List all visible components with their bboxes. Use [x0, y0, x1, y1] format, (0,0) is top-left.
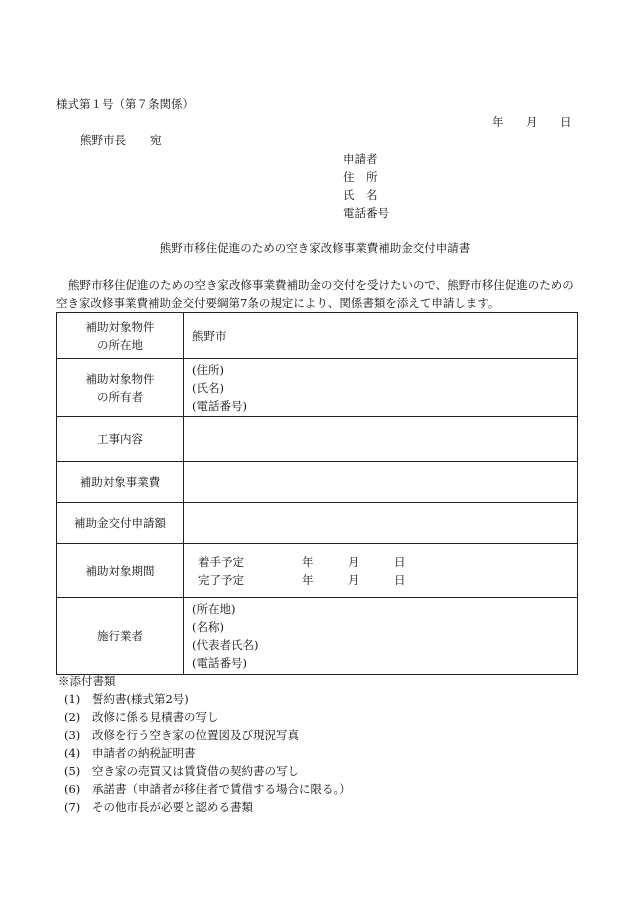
- document-title: 熊野市移住促進のための空き家改修事業費補助金交付申請書: [159, 241, 471, 255]
- label-period: 補助対象期間: [57, 544, 184, 598]
- row-work-content: [57, 417, 578, 462]
- applicant-label: 申請者: [343, 152, 378, 166]
- period-start-row: 着手予定 年 月 日: [198, 554, 406, 569]
- attachment-number: (5): [64, 764, 81, 778]
- row-project-cost: [57, 462, 578, 503]
- date-line: [492, 114, 572, 130]
- attachment-number: (2): [64, 710, 81, 724]
- attachment-item: [64, 708, 351, 726]
- body-paragraph: 熊野市移住促進のための空き家改修事業費補助金の交付を受けたいので、熊野市移住促進のための空き家改修事業費補助金交付要綱第7条の規定により、関係書類を添えて申請します。: [56, 278, 574, 310]
- contractor-phone-label: (電話番号): [192, 656, 247, 670]
- label-property-owner: 補助対象物件 の所有者: [57, 359, 184, 417]
- contractor-rep-label: (代表者氏名): [192, 638, 259, 652]
- attachment-number: (1): [64, 692, 81, 706]
- value-work-content[interactable]: [184, 417, 578, 462]
- applicant-address-label: 住 所: [343, 170, 378, 184]
- label-work-content: 工事内容: [57, 417, 184, 462]
- row-contractor: [57, 598, 578, 675]
- attachment-text: 空き家の売買又は賃貸借の契約書の写し: [92, 764, 299, 778]
- addressee: [80, 132, 162, 148]
- period-end-row: 完了予定 年 月 日: [198, 572, 406, 587]
- attachment-number: (3): [64, 728, 81, 742]
- applicant-block: [343, 150, 389, 222]
- value-contractor[interactable]: [184, 598, 578, 675]
- attachment-text: 改修に係る見積書の写し: [92, 710, 219, 724]
- attachment-text: 改修を行う空き家の位置図及び現況写真: [92, 728, 299, 742]
- attachment-item: [64, 744, 351, 762]
- attachments-heading: ※添付書類: [58, 674, 116, 688]
- row-period: [57, 544, 578, 598]
- row-property-location: [57, 313, 578, 359]
- row-property-owner: [57, 359, 578, 417]
- value-property-location[interactable]: 熊野市: [184, 313, 578, 359]
- attachment-item: [64, 726, 351, 744]
- contractor-location-label: (所在地): [192, 602, 236, 616]
- applicant-name-label: 氏 名: [343, 188, 378, 202]
- applicant-phone-label: 電話番号: [343, 206, 389, 220]
- attachment-item: [64, 690, 351, 708]
- row-grant-amount: [57, 503, 578, 544]
- contractor-name-label: (名称): [192, 620, 224, 634]
- date-month: 月: [526, 115, 538, 129]
- label-grant-amount: 補助金交付申請額: [57, 503, 184, 544]
- attachments: [58, 672, 351, 816]
- owner-phone-label: (電話番号): [192, 398, 247, 413]
- value-grant-amount[interactable]: [184, 503, 578, 544]
- addressee-suffix: 宛: [150, 133, 162, 147]
- attachment-list: [64, 690, 351, 816]
- attachment-text: 誓約書(様式第2号): [92, 692, 189, 706]
- label-project-cost: 補助対象事業費: [57, 462, 184, 503]
- attachment-number: (4): [64, 746, 81, 760]
- attachment-number: (7): [64, 800, 81, 814]
- owner-address-label: (住所): [192, 362, 224, 377]
- value-property-owner[interactable]: [184, 359, 578, 417]
- owner-name-label: (氏名): [192, 380, 224, 395]
- form-number: 様式第１号（第７条関係）: [56, 97, 194, 111]
- value-period[interactable]: [184, 544, 578, 598]
- value-project-cost[interactable]: [184, 462, 578, 503]
- date-year: 年: [492, 115, 504, 129]
- label-contractor: 施行業者: [57, 598, 184, 675]
- attachment-text: 申請者の納税証明書: [92, 746, 196, 760]
- attachment-item: [64, 798, 351, 816]
- attachment-item: [64, 762, 351, 780]
- date-day: 日: [560, 115, 572, 129]
- addressee-name: 熊野市長: [80, 133, 126, 147]
- attachment-text: 承諾書（申請者が移住者で賃借する場合に限る。）: [92, 782, 351, 796]
- attachment-number: (6): [64, 782, 81, 796]
- application-table: [56, 312, 578, 675]
- attachment-text: その他市長が必要と認める書類: [92, 800, 253, 814]
- label-property-location: 補助対象物件 の所在地: [57, 313, 184, 359]
- attachment-item: [64, 780, 351, 798]
